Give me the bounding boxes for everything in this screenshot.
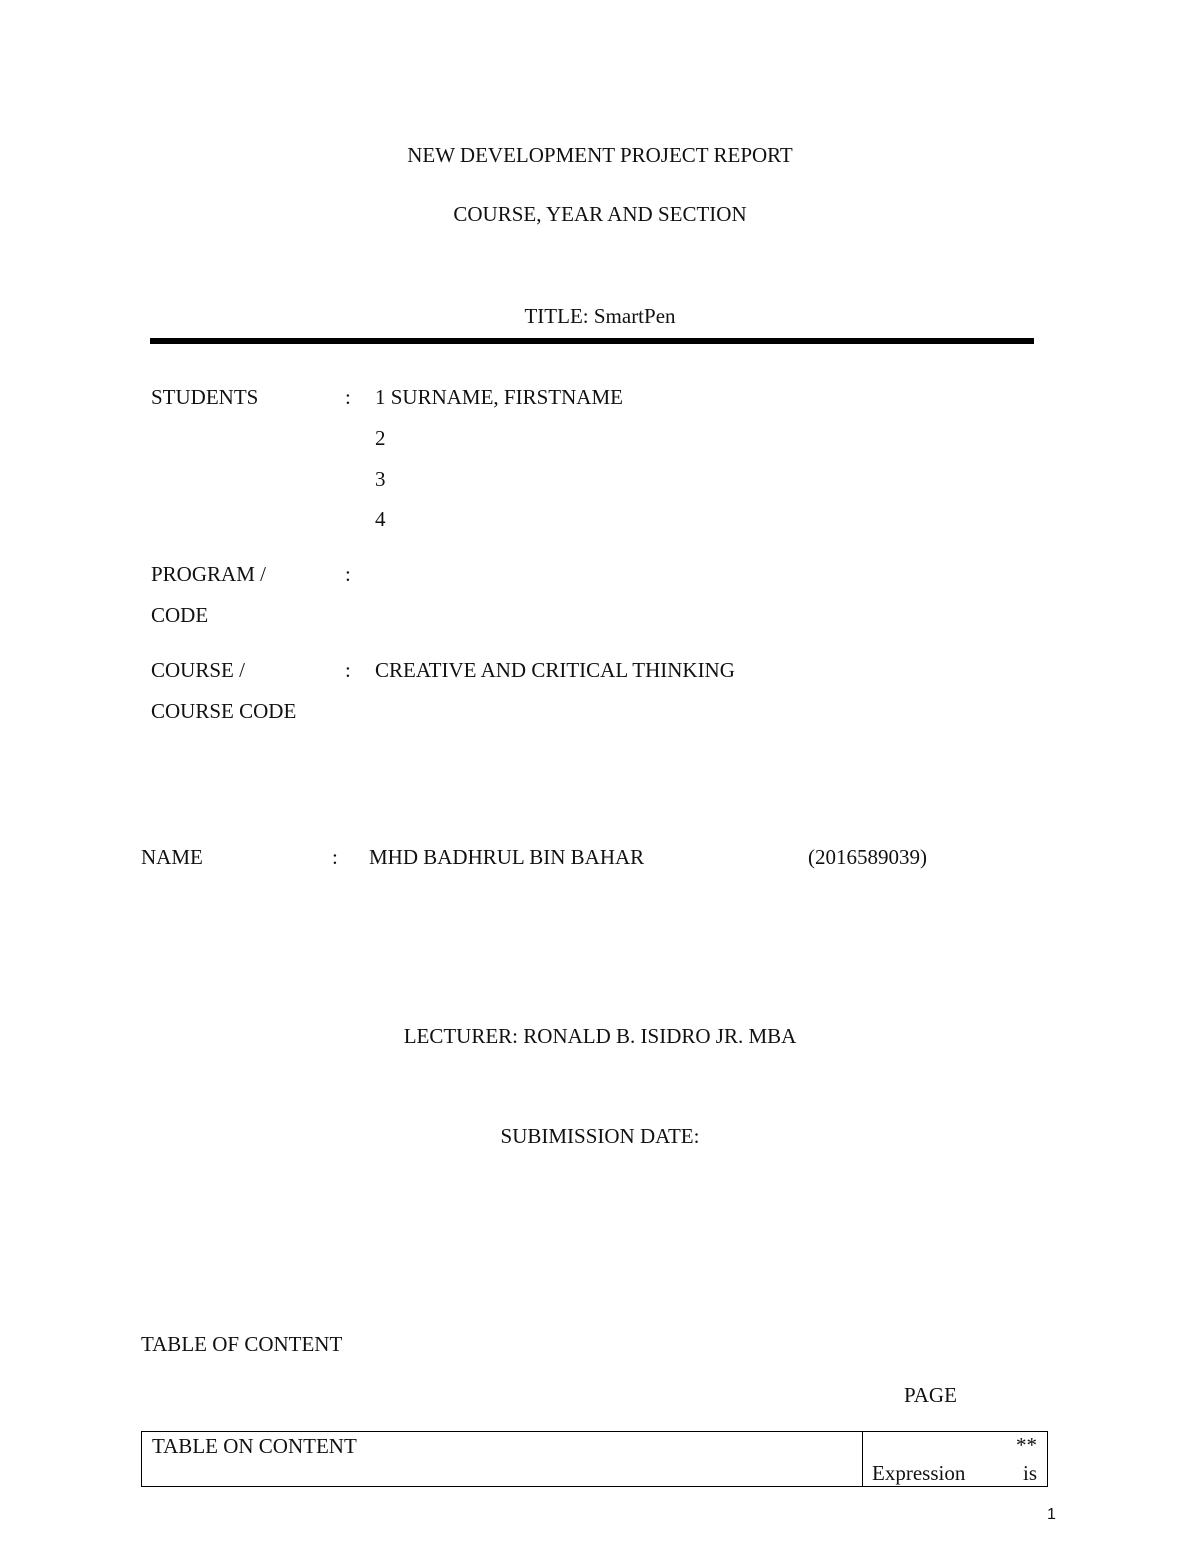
program-label: PROGRAM / [151,562,266,586]
name-label: NAME [141,845,203,869]
lecturer-line: LECTURER: RONALD B. ISIDRO JR. MBA [403,1024,797,1048]
course-label: COURSE / [151,658,245,682]
toc-entry-cell [142,1432,863,1487]
submission-date-line: SUBIMISSION DATE: [500,1124,700,1148]
report-heading: NEW DEVELOPMENT PROJECT REPORT [407,143,793,167]
course-code-label: COURSE CODE [151,699,297,723]
table-row [142,1432,1048,1487]
name-colon: : [332,845,338,869]
title-divider [150,338,1034,344]
name-value: MHD BADHRUL BIN BAHAR [369,845,645,869]
student-id: (2016589039) [808,845,927,869]
students-label: STUDENTS [151,385,259,409]
toc-entry-note: Expression [872,1461,966,1485]
students-colon: : [345,385,351,409]
course-colon: : [345,658,351,682]
toc-entry-note-suffix: is [1022,1461,1037,1485]
toc-page-cell [863,1432,1048,1487]
toc-page-column-header: PAGE [904,1383,957,1407]
toc-heading: TABLE OF CONTENT [141,1332,343,1356]
program-code-label: CODE [151,603,209,627]
course-value: CREATIVE AND CRITICAL THINKING [375,658,735,682]
student-entry-1: 1 SURNAME, FIRSTNAME [375,385,623,409]
student-entry-2: 2 [375,426,386,450]
page-number: 1 [1047,1506,1056,1523]
toc-entry-label: TABLE ON CONTENT [152,1434,357,1458]
toc-entry-page: ** [1016,1433,1037,1457]
program-colon: : [345,562,351,586]
student-entry-4: 4 [375,507,386,531]
student-entry-3: 3 [375,467,386,491]
course-year-section-line: COURSE, YEAR AND SECTION [453,202,747,226]
toc-table [141,1431,1048,1487]
document-title: TITLE: SmartPen [524,304,676,328]
